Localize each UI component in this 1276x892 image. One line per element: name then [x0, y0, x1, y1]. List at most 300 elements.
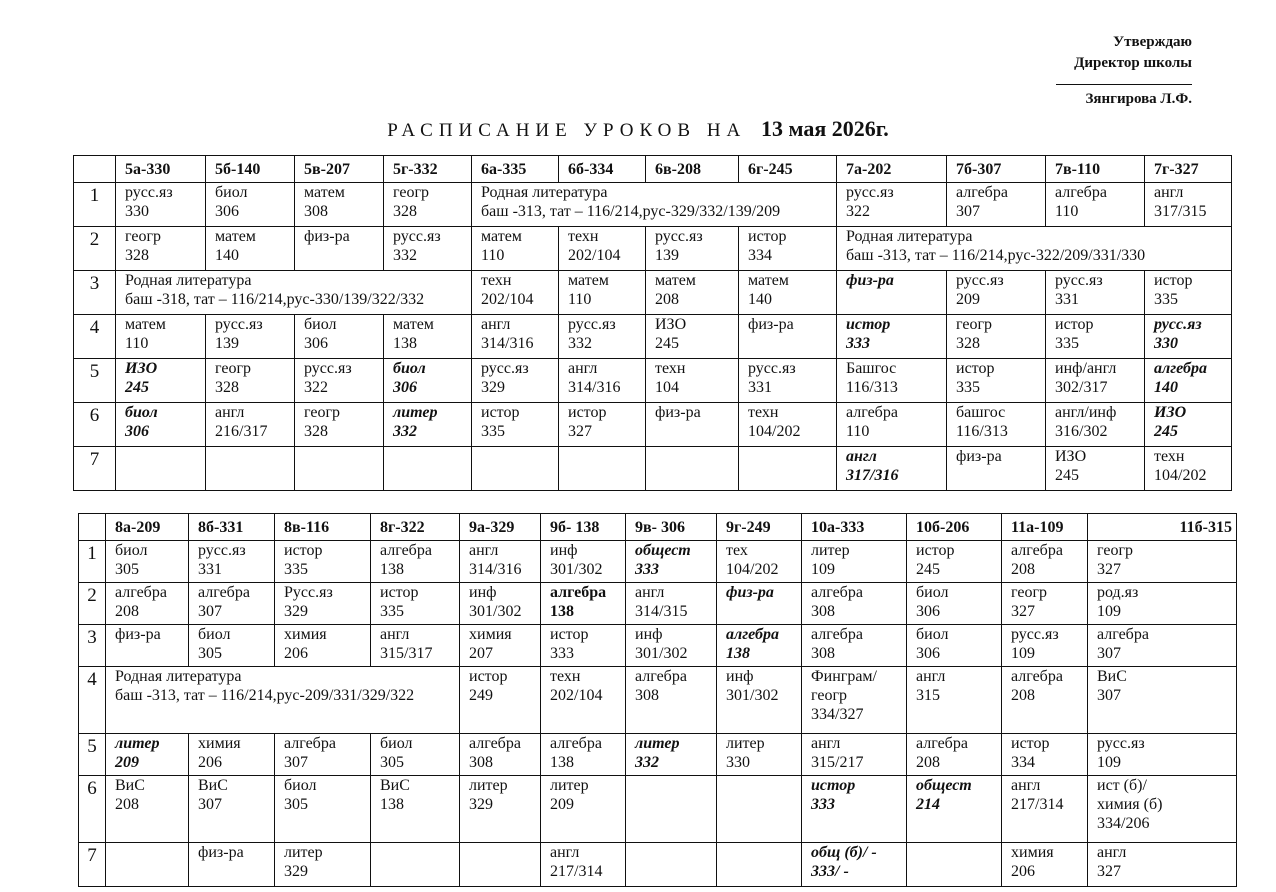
cell-line: 301/302 — [469, 603, 522, 620]
lesson-row — [74, 227, 1232, 271]
cell-line: 249 — [469, 687, 493, 704]
cell-line: 335 — [380, 603, 404, 620]
cell-line: истор — [1154, 272, 1193, 289]
cell-line: 116/313 — [846, 379, 898, 396]
cell-line: 208 — [115, 603, 139, 620]
cell-line: англ/инф — [1055, 404, 1117, 421]
lesson-row — [79, 583, 1237, 625]
cell-line: 110 — [125, 335, 149, 352]
cell-line: 116/313 — [956, 423, 1008, 440]
cell-line: 138 — [550, 603, 574, 620]
lesson-cell — [559, 403, 646, 447]
lesson-cell — [371, 734, 460, 776]
cell-line: биол — [125, 404, 158, 421]
lesson-cell — [739, 227, 837, 271]
cell-line: биол — [916, 584, 949, 601]
cell-line: 104 — [655, 379, 679, 396]
lesson-cell — [460, 625, 541, 667]
lesson-cell — [1088, 667, 1237, 734]
cell-line: 245 — [1055, 467, 1079, 484]
cell-line: физ-ра — [748, 316, 794, 333]
cell-line: 104/202 — [1154, 467, 1207, 484]
cell-line: матем — [748, 272, 789, 289]
cell-line: химия (б) — [1097, 796, 1163, 813]
lesson-cell — [717, 583, 802, 625]
cell-line: биол — [393, 360, 426, 377]
lesson-cell — [907, 776, 1002, 843]
lesson-cell — [460, 843, 541, 887]
cell-line: Родная литература — [125, 272, 252, 289]
cell-line: 335 — [481, 423, 505, 440]
lesson-cell — [1002, 734, 1088, 776]
lesson-row — [74, 403, 1232, 447]
lesson-cell — [275, 541, 371, 583]
class-header: 5б-140 — [206, 156, 295, 183]
cell-line: русс.яз — [198, 542, 246, 559]
cell-line: физ-ра — [304, 228, 350, 245]
cell-line: 315/217 — [811, 754, 864, 771]
lesson-cell — [1145, 315, 1232, 359]
class-header: 7в-110 — [1046, 156, 1145, 183]
lesson-cell — [384, 359, 472, 403]
cell-line: англ — [469, 542, 499, 559]
cell-line: Родная литература — [481, 184, 608, 201]
lesson-cell — [384, 447, 472, 491]
cell-line: 335 — [1055, 335, 1079, 352]
lesson-cell — [907, 843, 1002, 887]
cell-line: литер — [469, 777, 508, 794]
cell-line: 139 — [655, 247, 679, 264]
cell-line: 207 — [469, 645, 493, 662]
page-title — [0, 116, 1276, 142]
lesson-cell — [646, 271, 739, 315]
class-header: 6а-335 — [472, 156, 559, 183]
lesson-cell — [907, 583, 1002, 625]
lesson-cell — [384, 227, 472, 271]
cell-line: 214 — [916, 796, 940, 813]
lesson-cell — [1046, 403, 1145, 447]
cell-line: 333 — [811, 796, 835, 813]
cell-line: ИЗО — [125, 360, 158, 377]
cell-line: русс.яз — [1055, 272, 1103, 289]
lesson-cell — [1088, 776, 1237, 843]
lesson-row — [74, 359, 1232, 403]
cell-line: геогр — [304, 404, 341, 421]
cell-line: 217/314 — [1011, 796, 1064, 813]
lesson-number: 2 — [74, 227, 116, 271]
cell-line: 208 — [1011, 687, 1035, 704]
cell-line: истор — [481, 404, 520, 421]
lesson-cell — [472, 359, 559, 403]
class-header: 9в- 306 — [626, 514, 717, 541]
cell-line: химия — [469, 626, 512, 643]
lesson-cell — [541, 541, 626, 583]
cell-line: матем — [655, 272, 696, 289]
lesson-cell — [206, 227, 295, 271]
cell-line: техн — [481, 272, 512, 289]
cell-line: матем — [568, 272, 609, 289]
lesson-cell — [295, 359, 384, 403]
cell-line: 104/202 — [748, 423, 801, 440]
lesson-cell — [472, 447, 559, 491]
cell-line: 332 — [393, 247, 417, 264]
cell-line: 209 — [115, 754, 139, 771]
cell-line: 306 — [304, 335, 328, 352]
cell-line: англ — [811, 735, 841, 752]
header-row — [74, 156, 1232, 183]
corner-cell — [74, 156, 116, 183]
class-header: 8в-116 — [275, 514, 371, 541]
cell-line: 317/316 — [846, 467, 899, 484]
cell-line: истор — [568, 404, 607, 421]
cell-line: алгебра — [811, 626, 863, 643]
cell-line: англ — [380, 626, 410, 643]
lesson-cell — [1145, 447, 1232, 491]
lesson-cell — [206, 447, 295, 491]
cell-line: англ — [1011, 777, 1041, 794]
cell-line: 301/302 — [635, 645, 688, 662]
cell-line: алгебра — [198, 584, 250, 601]
cell-line: 335 — [956, 379, 980, 396]
lesson-cell — [1002, 667, 1088, 734]
cell-line: Родная литература — [115, 668, 242, 685]
combined-lesson-cell — [106, 667, 460, 734]
cell-line: 109 — [1097, 754, 1121, 771]
lesson-cell — [739, 271, 837, 315]
lesson-cell — [837, 271, 947, 315]
cell-line: 209 — [956, 291, 980, 308]
cell-line: истор — [748, 228, 787, 245]
cell-line: геогр — [215, 360, 252, 377]
cell-line: баш -318, тат – 116/214,рус-330/139/322/332 — [125, 291, 425, 308]
cell-line: 330 — [1154, 335, 1178, 352]
cell-line: 206 — [1011, 863, 1035, 880]
lesson-cell — [106, 625, 189, 667]
cell-line: 314/315 — [635, 603, 688, 620]
lesson-cell — [106, 843, 189, 887]
cell-line: 109 — [811, 561, 835, 578]
cell-line: биол — [304, 316, 337, 333]
lesson-cell — [907, 541, 1002, 583]
lesson-cell — [384, 403, 472, 447]
lesson-cell — [116, 447, 206, 491]
cell-line: 330 — [125, 203, 149, 220]
lesson-cell — [460, 583, 541, 625]
cell-line: матем — [481, 228, 522, 245]
cell-line: геогр — [956, 316, 993, 333]
combined-lesson-cell — [837, 227, 1232, 271]
class-header: 7б-307 — [947, 156, 1046, 183]
lesson-cell — [626, 776, 717, 843]
cell-line: 332 — [635, 754, 659, 771]
schedule-table-1 — [73, 155, 1232, 491]
class-header: 6в-208 — [646, 156, 739, 183]
lesson-cell — [646, 315, 739, 359]
cell-line: 110 — [568, 291, 592, 308]
class-header: 8а-209 — [106, 514, 189, 541]
lesson-cell — [460, 734, 541, 776]
lesson-number: 4 — [79, 667, 106, 734]
cell-line: 109 — [1097, 603, 1121, 620]
lesson-cell — [837, 315, 947, 359]
cell-line: 327 — [1097, 561, 1121, 578]
cell-line: 216/317 — [215, 423, 268, 440]
cell-line: биол — [115, 542, 148, 559]
cell-line: 138 — [550, 754, 574, 771]
lesson-row — [74, 183, 1232, 227]
cell-line: 333 — [550, 645, 574, 662]
title-date: 13 мая 2026г. — [761, 116, 889, 141]
lesson-cell — [802, 541, 907, 583]
cell-line: 301/302 — [550, 561, 603, 578]
class-header: 11б-315 — [1088, 514, 1237, 541]
lesson-cell — [739, 359, 837, 403]
lesson-row — [74, 315, 1232, 359]
lesson-cell — [907, 625, 1002, 667]
cell-line: 329 — [469, 796, 493, 813]
cell-line: 328 — [393, 203, 417, 220]
lesson-cell — [837, 403, 947, 447]
lesson-cell — [947, 359, 1046, 403]
lesson-cell — [907, 667, 1002, 734]
cell-line: Башгос — [846, 360, 897, 377]
cell-line: ВиС — [198, 777, 228, 794]
cell-line: биол — [284, 777, 317, 794]
class-header: 11а-109 — [1002, 514, 1088, 541]
cell-line: общест — [635, 542, 691, 559]
lesson-cell — [106, 776, 189, 843]
lesson-cell — [646, 227, 739, 271]
cell-line: алгебра — [811, 584, 863, 601]
class-header: 10а-333 — [802, 514, 907, 541]
lesson-cell — [717, 625, 802, 667]
cell-line: 140 — [1154, 379, 1178, 396]
cell-line: 245 — [655, 335, 679, 352]
cell-line: 140 — [748, 291, 772, 308]
lesson-cell — [1046, 183, 1145, 227]
lesson-cell — [717, 776, 802, 843]
cell-line: 301/302 — [726, 687, 779, 704]
cell-line: биол — [215, 184, 248, 201]
class-header: 8б-331 — [189, 514, 275, 541]
lesson-number: 1 — [74, 183, 116, 227]
cell-line: 109 — [1011, 645, 1035, 662]
lesson-cell — [206, 359, 295, 403]
lesson-cell — [116, 359, 206, 403]
lesson-number: 3 — [74, 271, 116, 315]
cell-line: 314/316 — [568, 379, 621, 396]
cell-line: тех — [726, 542, 748, 559]
cell-line: 314/316 — [481, 335, 534, 352]
cell-line: англ — [916, 668, 946, 685]
lesson-cell — [189, 843, 275, 887]
cell-line: алгебра — [1097, 626, 1149, 643]
cell-line: 307 — [1097, 687, 1121, 704]
cell-line: истор — [916, 542, 955, 559]
lesson-number: 6 — [79, 776, 106, 843]
cell-line: ист (б)/ — [1097, 777, 1147, 794]
lesson-cell — [275, 625, 371, 667]
lesson-cell — [1088, 734, 1237, 776]
lesson-cell — [106, 734, 189, 776]
cell-line: 202/104 — [568, 247, 621, 264]
lesson-cell — [371, 583, 460, 625]
lesson-cell — [1088, 625, 1237, 667]
cell-line: инф — [635, 626, 663, 643]
lesson-cell — [559, 315, 646, 359]
cell-line: 308 — [304, 203, 328, 220]
class-header: 9а-329 — [460, 514, 541, 541]
cell-line: русс.яз — [568, 316, 616, 333]
lesson-cell — [802, 843, 907, 887]
cell-line: 307 — [198, 796, 222, 813]
lesson-cell — [646, 403, 739, 447]
cell-line: 328 — [956, 335, 980, 352]
cell-line: 208 — [916, 754, 940, 771]
cell-line: алгебра — [1011, 668, 1063, 685]
title-text: РАСПИСАНИЕ УРОКОВ НА — [387, 120, 747, 141]
lesson-cell — [189, 541, 275, 583]
cell-line: литер — [811, 542, 850, 559]
lesson-cell — [802, 625, 907, 667]
cell-line: 332 — [393, 423, 417, 440]
lesson-cell — [541, 843, 626, 887]
cell-line: истор — [1055, 316, 1094, 333]
lesson-number: 1 — [79, 541, 106, 583]
cell-line: литер — [393, 404, 438, 421]
cell-line: 333 — [846, 335, 870, 352]
cell-line: алгебра — [726, 626, 779, 643]
cell-line: истор — [469, 668, 508, 685]
cell-line: физ-ра — [198, 844, 244, 861]
cell-line: техн — [655, 360, 686, 377]
cell-line: алгебра — [1154, 360, 1207, 377]
cell-line: Русс.яз — [284, 584, 333, 601]
lesson-cell — [802, 583, 907, 625]
cell-line: матем — [393, 316, 434, 333]
cell-line: 308 — [811, 645, 835, 662]
cell-line: 305 — [284, 796, 308, 813]
cell-line: алгебра — [916, 735, 968, 752]
cell-line: геогр — [125, 228, 162, 245]
lesson-cell — [947, 183, 1046, 227]
cell-line: литер — [284, 844, 323, 861]
cell-line: русс.яз — [1154, 316, 1202, 333]
lesson-row — [74, 447, 1232, 491]
cell-line: 110 — [846, 423, 870, 440]
cell-line: физ-ра — [655, 404, 701, 421]
lesson-cell — [646, 447, 739, 491]
lesson-number: 6 — [74, 403, 116, 447]
class-header: 9г-249 — [717, 514, 802, 541]
cell-line: 329 — [284, 603, 308, 620]
cell-line: 305 — [115, 561, 139, 578]
cell-line: русс.яз — [215, 316, 263, 333]
cell-line: русс.яз — [846, 184, 894, 201]
cell-line: 307 — [198, 603, 222, 620]
cell-line: 333/ - — [811, 863, 849, 880]
signature-line — [1056, 84, 1192, 85]
combined-lesson-cell — [116, 271, 472, 315]
cell-line: 209 — [550, 796, 574, 813]
cell-line: истор — [1011, 735, 1050, 752]
cell-line: физ-ра — [846, 272, 894, 289]
lesson-number: 2 — [79, 583, 106, 625]
lesson-cell — [646, 359, 739, 403]
cell-line: химия — [1011, 844, 1054, 861]
cell-line: 329 — [284, 863, 308, 880]
cell-line: техн — [1154, 448, 1185, 465]
class-header: 6г-245 — [739, 156, 837, 183]
lesson-cell — [1088, 541, 1237, 583]
cell-line: физ-ра — [726, 584, 774, 601]
lesson-cell — [371, 843, 460, 887]
cell-line: биол — [380, 735, 413, 752]
lesson-cell — [275, 843, 371, 887]
lesson-cell — [275, 734, 371, 776]
lesson-cell — [717, 734, 802, 776]
cell-line: 314/316 — [469, 561, 522, 578]
cell-line: 110 — [481, 247, 505, 264]
cell-line: 328 — [304, 423, 328, 440]
cell-line: 334/206 — [1097, 815, 1150, 832]
lesson-cell — [907, 734, 1002, 776]
lesson-cell — [947, 447, 1046, 491]
lesson-cell — [717, 541, 802, 583]
lesson-cell — [472, 271, 559, 315]
lesson-cell — [626, 625, 717, 667]
lesson-cell — [206, 403, 295, 447]
lesson-number: 5 — [74, 359, 116, 403]
class-header: 5г-332 — [384, 156, 472, 183]
lesson-cell — [1145, 183, 1232, 227]
lesson-cell — [1145, 359, 1232, 403]
cell-line: 217/314 — [550, 863, 603, 880]
cell-line: ИЗО — [655, 316, 687, 333]
cell-line: англ — [215, 404, 245, 421]
lesson-row — [74, 271, 1232, 315]
cell-line: геогр — [393, 184, 430, 201]
cell-line: 334/327 — [811, 706, 864, 723]
lesson-cell — [206, 315, 295, 359]
lesson-cell — [739, 315, 837, 359]
lesson-cell — [559, 359, 646, 403]
lesson-cell — [626, 541, 717, 583]
cell-line: 331 — [1055, 291, 1079, 308]
cell-line: 334 — [748, 247, 772, 264]
lesson-cell — [275, 776, 371, 843]
cell-line: ВиС — [115, 777, 145, 794]
cell-line: 308 — [469, 754, 493, 771]
cell-line: Финграм/ — [811, 668, 877, 685]
cell-line: 331 — [748, 379, 772, 396]
lesson-cell — [106, 541, 189, 583]
lesson-cell — [626, 583, 717, 625]
cell-line: истор — [550, 626, 589, 643]
cell-line: 302/317 — [1055, 379, 1108, 396]
cell-line: 206 — [284, 645, 308, 662]
lesson-cell — [802, 734, 907, 776]
lesson-row — [79, 776, 1237, 843]
cell-line: 333 — [635, 561, 659, 578]
cell-line: русс.яз — [748, 360, 796, 377]
cell-line: 138 — [393, 335, 417, 352]
cell-line: 335 — [284, 561, 308, 578]
cell-line: баш -313, тат – 116/214,рус-209/331/329/322 — [115, 687, 415, 704]
lesson-cell — [460, 541, 541, 583]
lesson-cell — [472, 315, 559, 359]
cell-line: русс.яз — [1011, 626, 1059, 643]
